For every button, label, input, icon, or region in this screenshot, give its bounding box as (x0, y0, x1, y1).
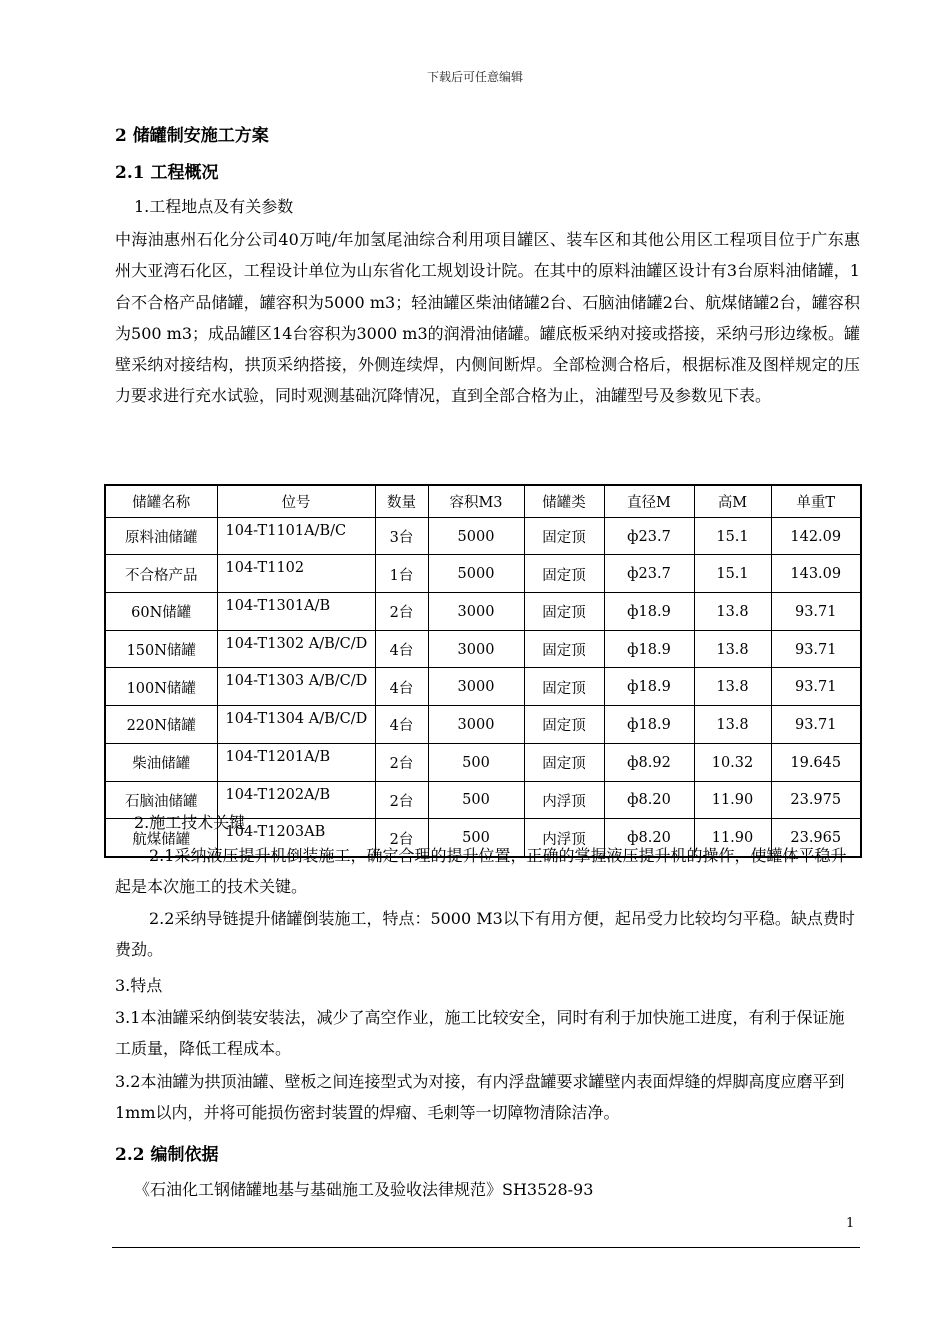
table-cell: 10.32 (694, 743, 771, 781)
table-cell: 3000 (428, 668, 524, 706)
table-cell: 4台 (375, 706, 428, 744)
table-cell: 2台 (375, 743, 428, 781)
table-cell: 原料油储罐 (105, 517, 217, 555)
column-header: 单重T (771, 485, 861, 517)
table-cell: 固定顶 (524, 630, 604, 668)
table-cell: 100N储罐 (105, 668, 217, 706)
subsection-title-3: 3.特点 (115, 976, 163, 995)
footer-divider (112, 1247, 860, 1248)
table-cell: 15.1 (694, 517, 771, 555)
table-cell: 93.71 (771, 706, 861, 744)
table-cell: 104-T1101A/B/C (217, 517, 375, 555)
table-cell: 19.645 (771, 743, 861, 781)
table-cell: ф8.20 (604, 781, 694, 819)
technical-key-2-1: 2.1采纳液压提升机倒装施工，确定合理的提升位置，正确的掌握液压提升机的操作，使罐体平稳升起是本次施工的技术关键。 (115, 846, 847, 897)
table-cell: 4台 (375, 668, 428, 706)
table-header-row (105, 485, 861, 517)
table-cell: 5000 (428, 517, 524, 555)
tank-parameter-table (104, 484, 862, 858)
table-row (105, 517, 861, 555)
table-cell: 固定顶 (524, 706, 604, 744)
table-cell: 柴油储罐 (105, 743, 217, 781)
table-row (105, 668, 861, 706)
table-cell: 固定顶 (524, 743, 604, 781)
table-cell: 4台 (375, 630, 428, 668)
table-cell: ф8.20 (604, 819, 694, 857)
table-cell: 内浮顶 (524, 781, 604, 819)
project-overview-paragraph: 中海油惠州石化分公司40万吨/年加氢尾油综合利用项目罐区、装车区和其他公用区工程项目位于广东惠州大亚湾石化区，工程设计单位为山东省化工规划设计院。在其中的原料油罐区设计有3台原料油储罐，1台不合格产品储罐，罐容积为5000 m3；轻油罐区柴油储罐2台、石脑油储罐2台、航煤储罐2台，罐容积为500 m3；成品罐区14台容积为3000 m3的润滑油储罐。罐底板采纳对接或搭接，采纳弓形边缘板。罐壁采纳对接结构，拱顶采纳搭接，外侧连续焊，内侧间断焊。全部检测合格后，根据标准及图样规定的压力要求进行充水试验，同时观测基础沉降情况，直到全部合格为止，油罐型号及参数见下表。 (115, 230, 860, 406)
subsection-title-1: 1.工程地点及有关参数 (134, 197, 294, 216)
table-cell: 23.975 (771, 781, 861, 819)
table-cell: 500 (428, 743, 524, 781)
table-cell: 104-T1302 A/B/C/D (217, 630, 375, 668)
table-cell: ф18.9 (604, 630, 694, 668)
table-row (105, 706, 861, 744)
table-cell: ф8.92 (604, 743, 694, 781)
table-cell: 104-T1202A/B (217, 781, 375, 819)
table-cell: 2台 (375, 819, 428, 857)
table-cell: 航煤储罐 (105, 819, 217, 857)
table-cell: 固定顶 (524, 555, 604, 593)
table-cell: 93.71 (771, 668, 861, 706)
column-header: 直径M (604, 485, 694, 517)
table-cell: 93.71 (771, 593, 861, 631)
table-cell: ф23.7 (604, 517, 694, 555)
heading-section-2-2: 2.2 编制依据 (115, 1145, 219, 1165)
table-cell: 2台 (375, 593, 428, 631)
table-cell: 13.8 (694, 593, 771, 631)
table-cell: 23.965 (771, 819, 861, 857)
table-cell: 104-T1304 A/B/C/D (217, 706, 375, 744)
table-cell: 13.8 (694, 706, 771, 744)
reference-item: 《石油化工钢储罐地基与基础施工及验收法律规范》SH3528-93 (134, 1180, 594, 1199)
table-cell: 220N储罐 (105, 706, 217, 744)
table-cell: 不合格产品 (105, 555, 217, 593)
table-cell: 13.8 (694, 668, 771, 706)
table-cell: ф23.7 (604, 555, 694, 593)
column-header: 数量 (375, 485, 428, 517)
table-cell: 104-T1201A/B (217, 743, 375, 781)
table-cell: 500 (428, 781, 524, 819)
column-header: 高M (694, 485, 771, 517)
column-header: 容积M3 (428, 485, 524, 517)
table-cell: 104-T1102 (217, 555, 375, 593)
heading-chapter: 2 储罐制安施工方案 (115, 126, 269, 146)
feature-3-1: 3.1本油罐采纳倒装安装法，减少了高空作业，施工比较安全，同时有利于加快施工进度，有利于保证施工质量，降低工程成本。 (115, 1008, 845, 1059)
table-cell: 93.71 (771, 630, 861, 668)
table-cell: 固定顶 (524, 517, 604, 555)
table-cell: 3000 (428, 630, 524, 668)
heading-section-2-1: 2.1 工程概况 (115, 163, 219, 183)
table-cell: 104-T1203AB (217, 819, 375, 857)
table-cell: 13.8 (694, 630, 771, 668)
column-header: 位号 (217, 485, 375, 517)
table-cell: 143.09 (771, 555, 861, 593)
table-row (105, 555, 861, 593)
table-cell: ф18.9 (604, 668, 694, 706)
table-cell: 142.09 (771, 517, 861, 555)
table-row (105, 593, 861, 631)
table-cell: 150N储罐 (105, 630, 217, 668)
page-header: 下载后可任意编辑 (426, 70, 523, 84)
table-cell: ф18.9 (604, 706, 694, 744)
table-cell: 内浮顶 (524, 819, 604, 857)
table-cell: 5000 (428, 555, 524, 593)
table-row (105, 743, 861, 781)
table-cell: 固定顶 (524, 668, 604, 706)
table-cell: 60N储罐 (105, 593, 217, 631)
column-header: 储罐名称 (105, 485, 217, 517)
table-cell: 500 (428, 819, 524, 857)
subsection-title-2: 2.施工技术关键 (134, 813, 246, 832)
table-cell: 2台 (375, 781, 428, 819)
feature-3-2: 3.2本油罐为拱顶油罐、壁板之间连接型式为对接，有内浮盘罐要求罐壁内表面焊缝的焊脚高度应磨平到1mm以内，并将可能损伤密封装置的焊瘤、毛刺等一切障物清除洁净。 (115, 1072, 845, 1123)
column-header: 储罐类 (524, 485, 604, 517)
technical-key-2-2: 2.2采纳导链提升储罐倒装施工，特点：5000 M3以下有用方便，起吊受力比较均匀平稳。缺点费时费劲。 (115, 909, 855, 960)
table-cell: 11.90 (694, 819, 771, 857)
table-cell: 石脑油储罐 (105, 781, 217, 819)
page-number: 1 (846, 1216, 855, 1231)
table-row (105, 630, 861, 668)
table-cell: 104-T1303 A/B/C/D (217, 668, 375, 706)
table-cell: 1台 (375, 555, 428, 593)
table-cell: 3000 (428, 706, 524, 744)
table-cell: 固定顶 (524, 593, 604, 631)
table-cell: ф18.9 (604, 593, 694, 631)
table-cell: 3000 (428, 593, 524, 631)
table-cell: 3台 (375, 517, 428, 555)
table-cell: 11.90 (694, 781, 771, 819)
table-cell: 104-T1301A/B (217, 593, 375, 631)
table-cell: 15.1 (694, 555, 771, 593)
